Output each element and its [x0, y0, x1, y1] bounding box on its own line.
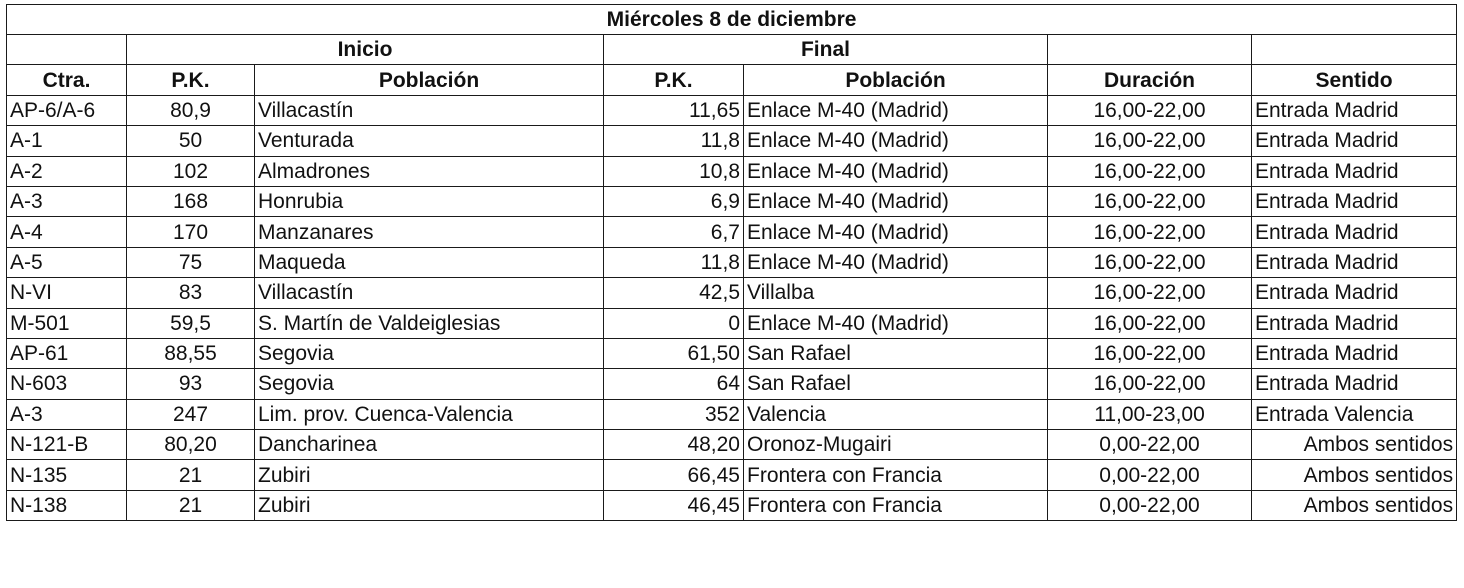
traffic-restrictions-table — [6, 4, 1457, 521]
cell-poblacion-inicio: S. Martín de Valdeiglesias — [255, 308, 604, 338]
cell-ctra: N-603 — [7, 369, 127, 399]
table-row — [7, 95, 1457, 125]
cell-pk-inicio: 170 — [127, 217, 255, 247]
cell-poblacion-inicio: Zubiri — [255, 490, 604, 520]
cell-pk-final: 0 — [604, 308, 744, 338]
cell-ctra: M-501 — [7, 308, 127, 338]
cell-sentido: Entrada Madrid — [1252, 247, 1457, 277]
cell-sentido: Entrada Madrid — [1252, 126, 1457, 156]
cell-pk-final: 61,50 — [604, 338, 744, 368]
cell-sentido: Entrada Madrid — [1252, 95, 1457, 125]
group-header-empty — [1252, 35, 1457, 65]
cell-pk-inicio: 93 — [127, 369, 255, 399]
cell-pk-final: 46,45 — [604, 490, 744, 520]
cell-poblacion-inicio: Segovia — [255, 338, 604, 368]
cell-sentido: Entrada Madrid — [1252, 156, 1457, 186]
cell-poblacion-final: Enlace M-40 (Madrid) — [744, 186, 1048, 216]
cell-poblacion-inicio: Venturada — [255, 126, 604, 156]
cell-duracion: 0,00-22,00 — [1048, 460, 1252, 490]
cell-duracion: 16,00-22,00 — [1048, 156, 1252, 186]
cell-pk-final: 6,7 — [604, 217, 744, 247]
column-header-pk-inicio: P.K. — [127, 65, 255, 95]
table-row — [7, 460, 1457, 490]
cell-pk-inicio: 21 — [127, 460, 255, 490]
table-row — [7, 308, 1457, 338]
cell-pk-final: 48,20 — [604, 430, 744, 460]
column-header-ctra: Ctra. — [7, 65, 127, 95]
cell-poblacion-final: Enlace M-40 (Madrid) — [744, 308, 1048, 338]
cell-poblacion-inicio: Almadrones — [255, 156, 604, 186]
cell-sentido: Entrada Madrid — [1252, 369, 1457, 399]
group-header-empty — [1048, 35, 1252, 65]
table-row — [7, 399, 1457, 429]
column-header-poblacion-final: Población — [744, 65, 1048, 95]
cell-ctra: N-135 — [7, 460, 127, 490]
cell-pk-final: 64 — [604, 369, 744, 399]
group-header-final: Final — [604, 35, 1048, 65]
cell-ctra: N-VI — [7, 278, 127, 308]
cell-duracion: 16,00-22,00 — [1048, 369, 1252, 399]
column-header-pk-final: P.K. — [604, 65, 744, 95]
cell-poblacion-inicio: Dancharinea — [255, 430, 604, 460]
cell-poblacion-final: Enlace M-40 (Madrid) — [744, 95, 1048, 125]
table-row — [7, 217, 1457, 247]
cell-pk-final: 10,8 — [604, 156, 744, 186]
cell-pk-final: 352 — [604, 399, 744, 429]
cell-sentido: Ambos sentidos — [1252, 430, 1457, 460]
cell-poblacion-final: Enlace M-40 (Madrid) — [744, 217, 1048, 247]
column-header-sentido: Sentido — [1252, 65, 1457, 95]
cell-poblacion-inicio: Honrubia — [255, 186, 604, 216]
column-header-poblacion-inicio: Población — [255, 65, 604, 95]
cell-ctra: N-138 — [7, 490, 127, 520]
cell-ctra: A-3 — [7, 399, 127, 429]
table-row — [7, 278, 1457, 308]
table-title-row — [7, 5, 1457, 35]
cell-ctra: A-4 — [7, 217, 127, 247]
cell-poblacion-inicio: Manzanares — [255, 217, 604, 247]
table-row — [7, 247, 1457, 277]
cell-poblacion-final: Enlace M-40 (Madrid) — [744, 126, 1048, 156]
cell-poblacion-inicio: Villacastín — [255, 95, 604, 125]
cell-sentido: Ambos sentidos — [1252, 460, 1457, 490]
cell-poblacion-final: Enlace M-40 (Madrid) — [744, 156, 1048, 186]
table-row — [7, 490, 1457, 520]
group-header-inicio: Inicio — [127, 35, 604, 65]
cell-poblacion-final: Frontera con Francia — [744, 460, 1048, 490]
cell-pk-inicio: 247 — [127, 399, 255, 429]
cell-ctra: AP-6/A-6 — [7, 95, 127, 125]
cell-pk-inicio: 59,5 — [127, 308, 255, 338]
cell-duracion: 16,00-22,00 — [1048, 186, 1252, 216]
cell-sentido: Entrada Madrid — [1252, 338, 1457, 368]
group-header-empty — [7, 35, 127, 65]
table-row — [7, 126, 1457, 156]
column-header-duracion: Duración — [1048, 65, 1252, 95]
table-row — [7, 338, 1457, 368]
group-header-row — [7, 35, 1457, 65]
table-row — [7, 186, 1457, 216]
cell-sentido: Entrada Valencia — [1252, 399, 1457, 429]
cell-duracion: 16,00-22,00 — [1048, 126, 1252, 156]
cell-pk-inicio: 88,55 — [127, 338, 255, 368]
cell-poblacion-inicio: Segovia — [255, 369, 604, 399]
table-title: Miércoles 8 de diciembre — [7, 5, 1457, 35]
cell-pk-inicio: 80,20 — [127, 430, 255, 460]
cell-pk-inicio: 83 — [127, 278, 255, 308]
cell-pk-final: 11,8 — [604, 126, 744, 156]
cell-poblacion-final: Villalba — [744, 278, 1048, 308]
cell-pk-final: 66,45 — [604, 460, 744, 490]
cell-sentido: Entrada Madrid — [1252, 217, 1457, 247]
cell-ctra: N-121-B — [7, 430, 127, 460]
cell-poblacion-final: Frontera con Francia — [744, 490, 1048, 520]
cell-duracion: 16,00-22,00 — [1048, 217, 1252, 247]
cell-poblacion-final: Enlace M-40 (Madrid) — [744, 247, 1048, 277]
cell-sentido: Entrada Madrid — [1252, 186, 1457, 216]
table-row — [7, 430, 1457, 460]
cell-duracion: 16,00-22,00 — [1048, 338, 1252, 368]
cell-pk-inicio: 102 — [127, 156, 255, 186]
cell-pk-inicio: 50 — [127, 126, 255, 156]
cell-pk-final: 6,9 — [604, 186, 744, 216]
cell-pk-inicio: 21 — [127, 490, 255, 520]
cell-pk-inicio: 168 — [127, 186, 255, 216]
cell-poblacion-final: Oronoz-Mugairi — [744, 430, 1048, 460]
table-row — [7, 369, 1457, 399]
cell-ctra: A-3 — [7, 186, 127, 216]
cell-pk-final: 42,5 — [604, 278, 744, 308]
table-row — [7, 156, 1457, 186]
cell-duracion: 16,00-22,00 — [1048, 95, 1252, 125]
cell-duracion: 11,00-23,00 — [1048, 399, 1252, 429]
cell-duracion: 0,00-22,00 — [1048, 430, 1252, 460]
cell-ctra: AP-61 — [7, 338, 127, 368]
cell-poblacion-inicio: Lim. prov. Cuenca-Valencia — [255, 399, 604, 429]
cell-poblacion-final: Valencia — [744, 399, 1048, 429]
cell-sentido: Entrada Madrid — [1252, 278, 1457, 308]
cell-sentido: Entrada Madrid — [1252, 308, 1457, 338]
cell-poblacion-inicio: Zubiri — [255, 460, 604, 490]
cell-ctra: A-1 — [7, 126, 127, 156]
cell-duracion: 0,00-22,00 — [1048, 490, 1252, 520]
cell-pk-inicio: 75 — [127, 247, 255, 277]
column-header-row — [7, 65, 1457, 95]
cell-ctra: A-5 — [7, 247, 127, 277]
cell-poblacion-inicio: Maqueda — [255, 247, 604, 277]
cell-pk-final: 11,8 — [604, 247, 744, 277]
cell-poblacion-final: San Rafael — [744, 369, 1048, 399]
cell-poblacion-final: San Rafael — [744, 338, 1048, 368]
cell-duracion: 16,00-22,00 — [1048, 278, 1252, 308]
cell-pk-final: 11,65 — [604, 95, 744, 125]
cell-sentido: Ambos sentidos — [1252, 490, 1457, 520]
cell-pk-inicio: 80,9 — [127, 95, 255, 125]
cell-duracion: 16,00-22,00 — [1048, 247, 1252, 277]
cell-duracion: 16,00-22,00 — [1048, 308, 1252, 338]
cell-ctra: A-2 — [7, 156, 127, 186]
cell-poblacion-inicio: Villacastín — [255, 278, 604, 308]
